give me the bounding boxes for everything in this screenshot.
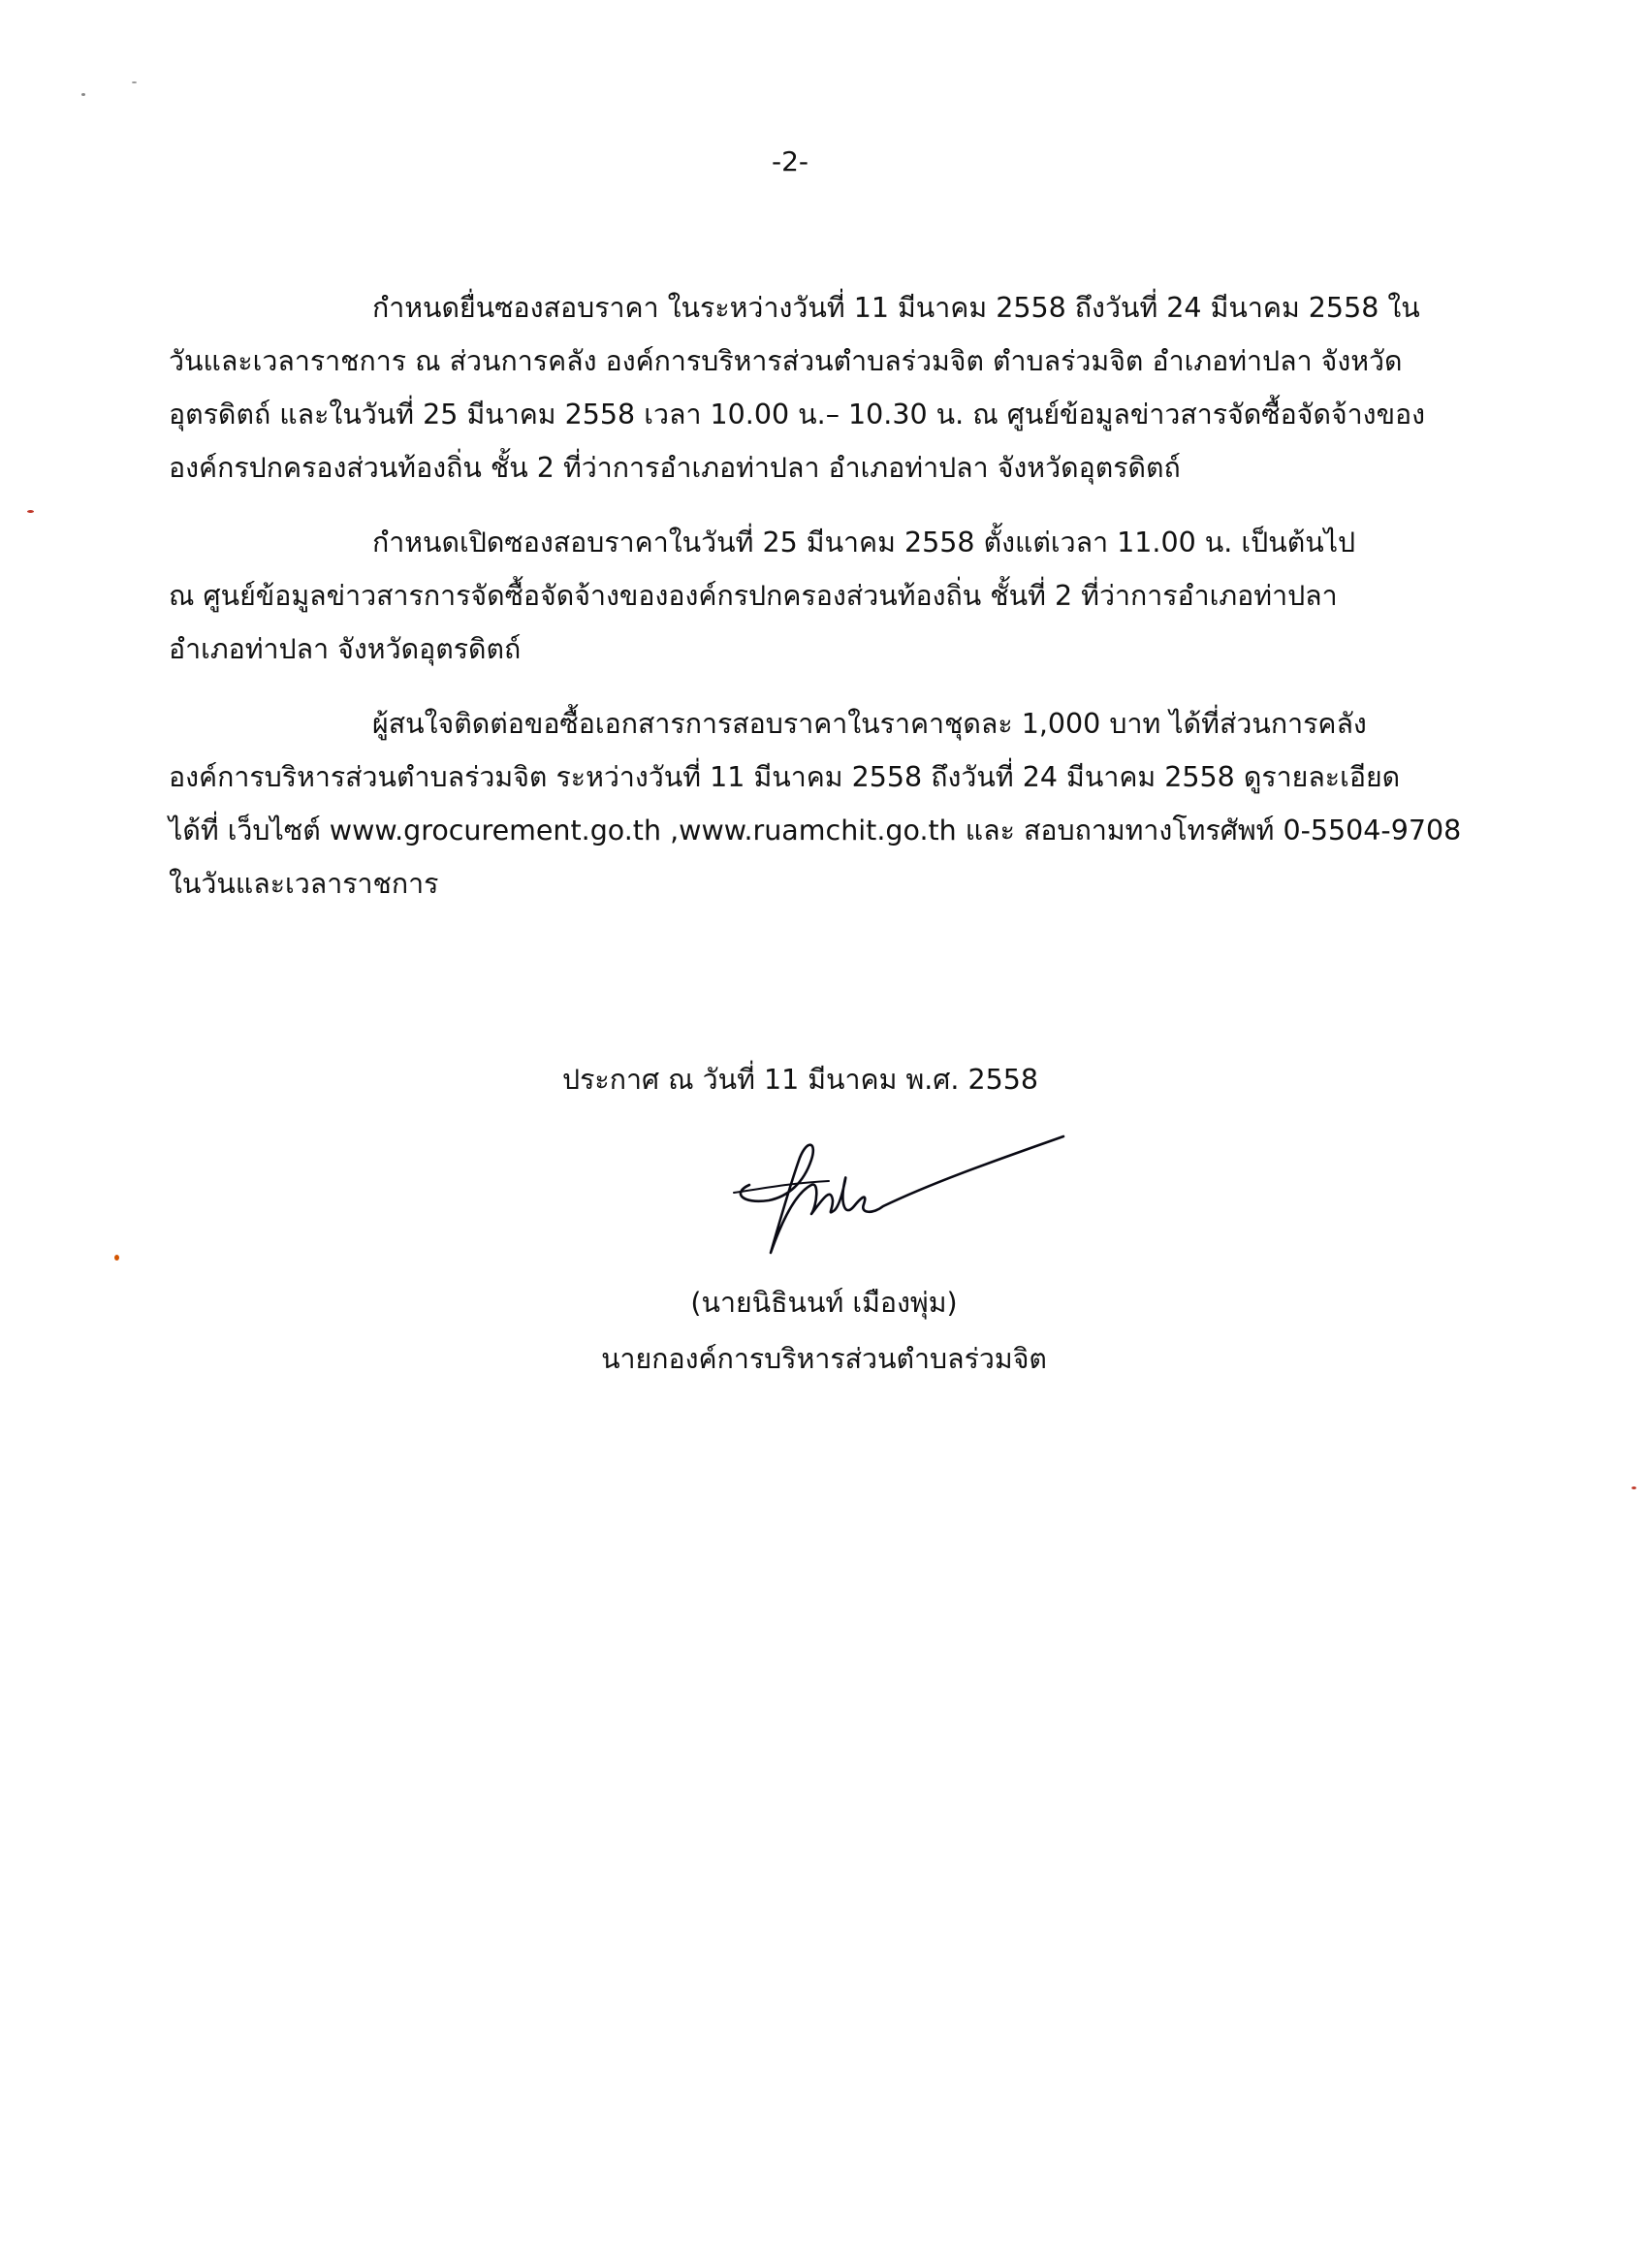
paragraph-document-purchase: [169, 697, 1462, 910]
document-body: [169, 281, 1462, 932]
paragraph-line: องค์กรปกครองส่วนท้องถิ่น ชั้น 2 ที่ว่าการอำเภอท่าปลา อำเภอท่าปลา จังหวัดอุตรดิตถ์: [169, 452, 1181, 484]
paragraph-line: กำหนดเปิดซองสอบราคาในวันที่ 25 มีนาคม 2558 ตั้งแต่เวลา 11.00 น. เป็นต้นไป: [372, 527, 1356, 559]
scan-speck: [132, 81, 137, 83]
scan-speck: [114, 1255, 119, 1261]
paragraph-line: กำหนดยื่นซองสอบราคา ในระหว่างวันที่ 11 มีนาคม 2558 ถึงวันที่ 24 มีนาคม 2558 ใน: [372, 292, 1420, 324]
paragraph-line: ณ ศูนย์ข้อมูลข่าวสารการจัดซื้อจัดจ้างขององค์กรปกครองส่วนท้องถิ่น ชั้นที่ 2 ที่ว่าการอำเภอท่าปลา: [169, 580, 1338, 612]
signer-name-text: (นายนิธินนท์ เมืองพุ่ม): [690, 1287, 958, 1319]
scan-speck: [1632, 1486, 1636, 1489]
page-number: -2-: [771, 145, 809, 177]
paragraph-line: ได้ที่ เว็บไซต์ www.grocurement.go.th ,www.ruamchit.go.th และ สอบถามทางโทรศัพท์ 0-5504-9708: [169, 815, 1462, 847]
scan-speck: [27, 510, 34, 513]
paragraph-line: ในวันและเวลาราชการ: [169, 868, 439, 900]
signer-name: [0, 1280, 1648, 1325]
announcement-date: ประกาศ ณ วันที่ 11 มีนาคม พ.ศ. 2558: [562, 1064, 1039, 1096]
paragraph-line: ผู้สนใจติดต่อขอซื้อเอกสารการสอบราคาในราคาชุดละ 1,000 บาท ได้ที่ส่วนการคลัง: [372, 708, 1367, 740]
paragraph-line: อำเภอท่าปลา จังหวัดอุตรดิตถ์: [169, 633, 522, 665]
signature-image: [722, 1125, 1071, 1270]
paragraph-line: องค์การบริหารส่วนตำบลร่วมจิต ระหว่างวันที่ 11 มีนาคม 2558 ถึงวันที่ 24 มีนาคม 2558 ดูรายละเอียด: [169, 761, 1401, 793]
paragraph-line: อุตรดิตถ์ และในวันที่ 25 มีนาคม 2558 เวลา 10.00 น.– 10.30 น. ณ ศูนย์ข้อมูลข่าวสารจัดซื้อจัดจ้างของ: [169, 399, 1426, 431]
paragraph-bid-opening: [169, 516, 1446, 676]
signer-title: นายกองค์การบริหารส่วนตำบลร่วมจิต: [601, 1343, 1047, 1375]
scan-speck: [81, 93, 85, 96]
paragraph-line: วันและเวลาราชการ ณ ส่วนการคลัง องค์การบริหารส่วนตำบลร่วมจิต ตำบลร่วมจิต อำเภอท่าปลา จังหวัด: [169, 345, 1403, 377]
paragraph-bid-submission: [169, 281, 1446, 495]
